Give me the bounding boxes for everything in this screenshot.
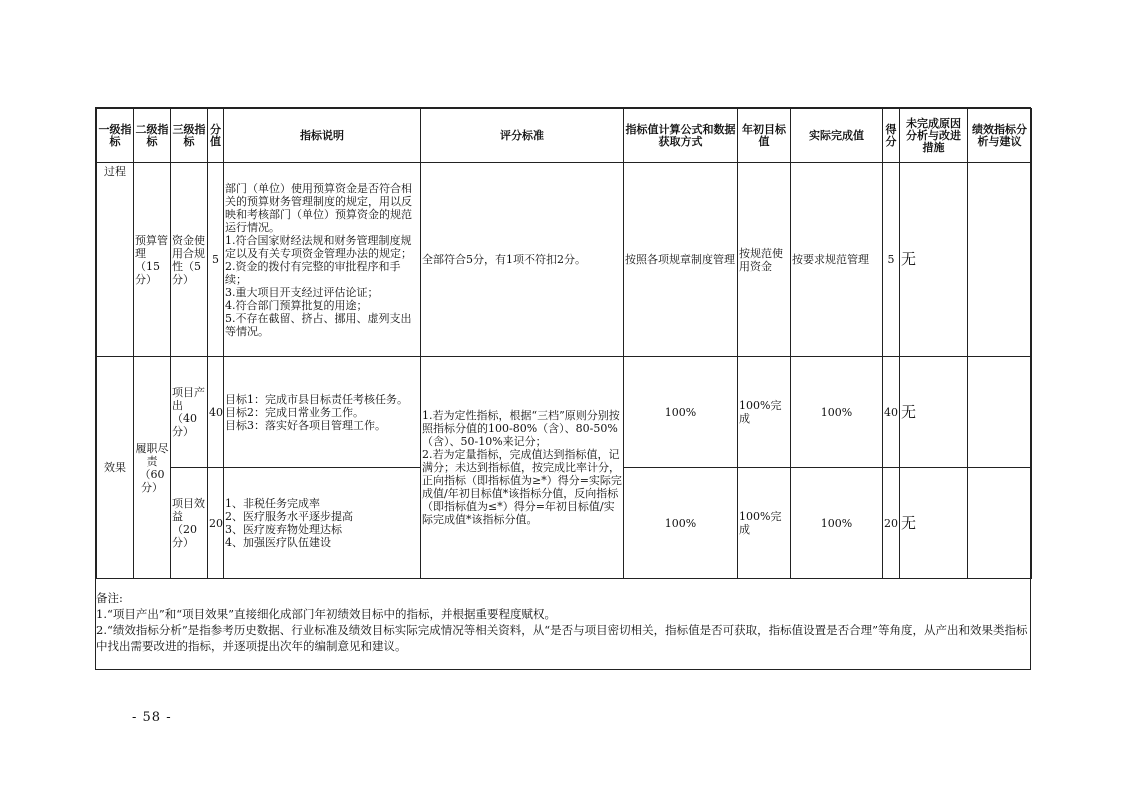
- row3-reason: 无: [900, 468, 968, 579]
- header-got-score: 得分: [883, 109, 900, 163]
- row1-target: 按规范使用资金: [738, 163, 791, 357]
- header-level1: 一级指标: [97, 109, 134, 163]
- header-target: 年初目标值: [738, 109, 791, 163]
- desc-line: 4、加强医疗队伍建设: [225, 536, 331, 549]
- desc-line: 1.符合国家财经法规和财务管理制度规定以及有关专项资金管理办法的规定；: [225, 233, 412, 260]
- row2-target: 100%完成: [738, 357, 791, 468]
- row1-reason: 无: [900, 163, 968, 357]
- table-row: [97, 357, 1032, 468]
- row3-got-score: 20: [883, 468, 900, 579]
- note-item: 2.“绩效指标分析”是指参考历史数据、行业标准及绩效目标实际完成情况等相关资料，从“是否与项目密切相关，指标值是否可获取，指标值设置是否合理”等角度，从产出和效果类指标中找出需要改进的指标，并逐项提出次年的编制意见和建议。: [96, 623, 1028, 653]
- header-actual: 实际完成值: [791, 109, 883, 163]
- performance-table: [96, 108, 1032, 579]
- desc-line: 目标1：完成市县目标责任考核任务。: [225, 392, 408, 406]
- row3-score: 20: [208, 468, 224, 579]
- notes-title: 备注:: [96, 591, 123, 605]
- header-reason: 未完成原因分析与改进措施: [900, 109, 968, 163]
- row1-criteria: 全部符合5分，有1项不符扣2分。: [421, 163, 624, 357]
- desc-line: 5.不存在截留、挤占、挪用、虚列支出等情况。: [225, 311, 412, 338]
- row2-level2: 履职尽责（60分）: [134, 357, 171, 579]
- note-item: 1.“项目产出”和“项目效果”直接细化成部门年初绩效目标中的指标，并根据重要程度赋权。: [96, 607, 556, 621]
- row1-got-score: 5: [883, 163, 900, 357]
- row2-reason: 无: [900, 357, 968, 468]
- header-score: 分值: [208, 109, 224, 163]
- row3-formula: 100%: [624, 468, 738, 579]
- desc-line: 3.重大项目开支经过评估论证；: [225, 285, 379, 299]
- row1-level2: 预算管理（15分）: [134, 163, 171, 357]
- row2-description: [224, 357, 421, 468]
- desc-line: 部门（单位）使用预算资金是否符合相关的预算财务管理制度的规定，用以反映和考核部门（单位）预算资金的规范运行情况。: [225, 181, 412, 234]
- row1-actual: 按要求规范管理: [791, 163, 883, 357]
- criteria-line: 2.若为定量指标，完成值达到指标值，记满分；未达到指标值，按完成比率计分，正向指标（即指标值为≥*）得分=实际完成值/年初目标值*该指标分值，反向指标（即指标值为≤*）得分=年初目标值/实际完成值*该指标分值。: [422, 448, 622, 526]
- row2-analysis: [968, 357, 1032, 468]
- row1-analysis: [968, 163, 1032, 357]
- header-criteria: 评分标准: [421, 109, 624, 163]
- row3-actual: 100%: [791, 468, 883, 579]
- row2-level3: 项目产出（40分）: [171, 357, 208, 468]
- performance-table-frame: [95, 107, 1031, 670]
- row2-level1: 效果: [97, 357, 134, 579]
- desc-line: 2、医疗服务水平逐步提高: [225, 510, 353, 523]
- row1-description: [224, 163, 421, 357]
- row2-criteria: [421, 357, 624, 579]
- notes-section: [96, 590, 1028, 654]
- row1-level3: 资金使用合规性（5分）: [171, 163, 208, 357]
- desc-line: 2.资金的拨付有完整的审批程序和手续；: [225, 259, 401, 286]
- header-level3: 三级指标: [171, 109, 208, 163]
- page-number: - 58 -: [132, 710, 172, 725]
- row2-actual: 100%: [791, 357, 883, 468]
- row1-level1: 过程: [97, 163, 134, 357]
- row2-got-score: 40: [883, 357, 900, 468]
- table-header-row: [97, 109, 1032, 163]
- row2-formula: 100%: [624, 357, 738, 468]
- desc-line: 1、非税任务完成率: [225, 497, 320, 510]
- desc-line: 3、医疗废弃物处理达标: [225, 523, 342, 536]
- header-description: 指标说明: [224, 109, 421, 163]
- desc-line: 4.符合部门预算批复的用途；: [225, 298, 368, 312]
- row3-analysis: [968, 468, 1032, 579]
- table-row: [97, 163, 1032, 357]
- header-level2: 二级指标: [134, 109, 171, 163]
- row3-target: 100%完成: [738, 468, 791, 579]
- desc-line: 目标2：完成日常业务工作。: [225, 405, 364, 419]
- header-formula: 指标值计算公式和数据获取方式: [624, 109, 738, 163]
- row3-description: [224, 468, 421, 579]
- row2-score: 40: [208, 357, 224, 468]
- row3-level3: 项目效益（20分）: [171, 468, 208, 579]
- row1-formula: 按照各项规章制度管理: [624, 163, 738, 357]
- desc-line: 目标3：落实好各项目管理工作。: [225, 418, 386, 432]
- row1-score: 5: [208, 163, 224, 357]
- header-analysis: 绩效指标分析与建议: [968, 109, 1032, 163]
- criteria-line: 1.若为定性指标，根据“三档”原则分别按照指标分值的100-80%（含）、80-50%（含）、50-10%来记分；: [422, 409, 620, 448]
